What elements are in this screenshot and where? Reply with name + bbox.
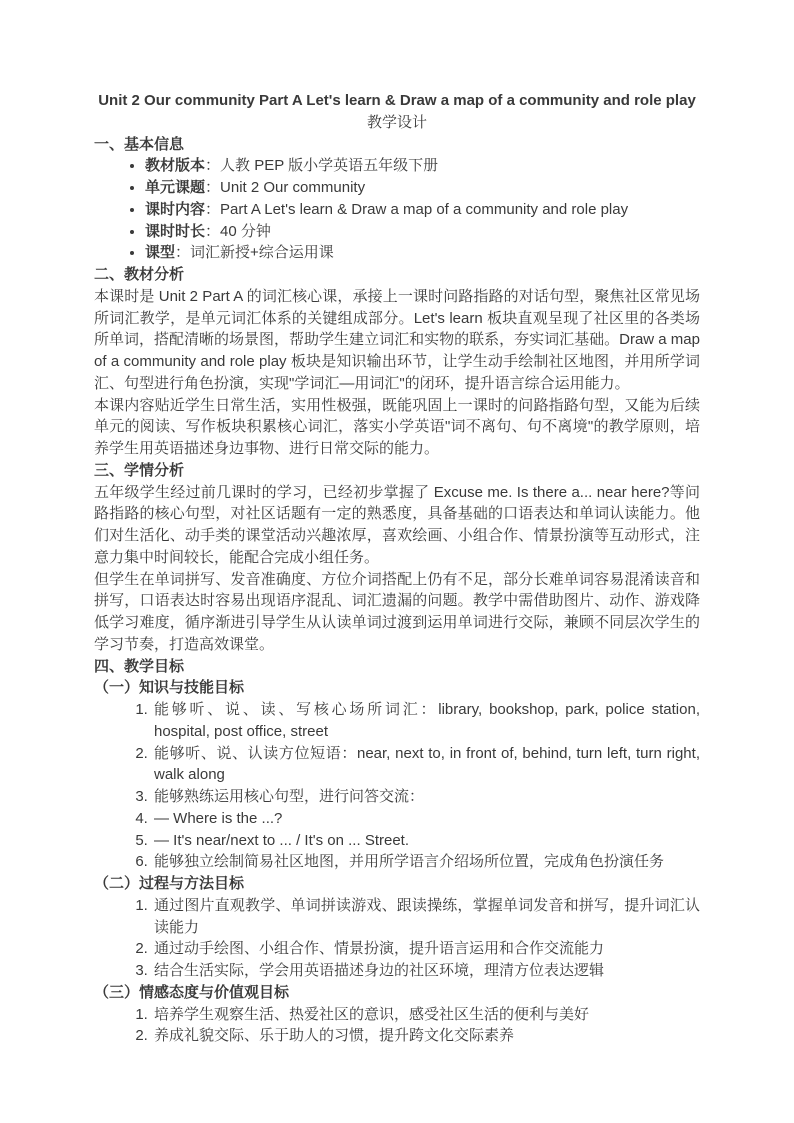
learner-analysis-paragraph-2: 但学生在单词拼写、发音准确度、方位介词搭配上仍有不足，部分长难单词容易混淆读音和拼写，口语表达时容易出现语序混乱、词汇遗漏的问题。教学中需借助图片、动作、游戏降低学习难度，循序渐进引导学生从认读单词过渡到运用单词进行交际，兼顾不同层次学生的学习节奏，打造高效课堂。 [94, 570, 700, 653]
doc-title: Unit 2 Our community Part A Let's learn & Draw a map of a community and role play [98, 92, 696, 109]
bullet-item-lesson-content [145, 199, 700, 221]
material-analysis-paragraph-2: 本课内容贴近学生日常生活，实用性极强，既能巩固上一课时的问路指路句型，又能为后续单元的阅读、写作板块积累核心词汇，落实小学英语"词不离句、句不离境"的教学原则，培养学生用英语描述身边事物、进行日常交际的能力。 [94, 396, 700, 457]
objective-item: 3. 能够熟练运用核心句型，进行问答交流： [152, 786, 700, 808]
bullet-item-duration [145, 221, 700, 243]
objective-item: 2. 养成礼貌交际、乐于助人的习惯，提升跨文化交际素养 [152, 1025, 700, 1047]
bullet-separator: ： [205, 200, 221, 218]
objective-item: 1. 培养学生观察生活、热爱社区的意识，感受社区生活的便利与美好 [152, 1004, 700, 1026]
bullet-value: 人教 PEP 版小学英语五年级下册 [220, 157, 439, 175]
bullet-item-lesson-type [145, 242, 700, 264]
section-learner-analysis [94, 460, 700, 656]
objective-item: 2. 能够听、说、认读方位短语：near, next to, in front of, behind, turn left, turn right, walk along [152, 743, 700, 787]
knowledge-skills-list [94, 699, 700, 873]
objective-item: 1. 能够听、说、读、写核心场所词汇：library, bookshop, park, police station, hospital, post office, street [152, 699, 700, 743]
section-heading: 四、教学目标 [94, 657, 185, 675]
bullet-label: 课时内容 [145, 200, 206, 218]
affect-values-list [94, 1004, 700, 1048]
objective-item: 3. 结合生活实际，学会用英语描述身边的社区环境，理清方位表达逻辑 [152, 960, 700, 982]
objective-item: 4. — Where is the ...? [152, 808, 700, 830]
bullet-item-unit-topic [145, 177, 700, 199]
basic-info-list [94, 155, 700, 264]
bullet-value: 40 分钟 [220, 222, 271, 240]
section-heading: 二、教材分析 [94, 266, 185, 283]
bullet-separator: ： [205, 157, 221, 175]
bullet-label: 单元课题 [145, 179, 206, 196]
process-methods-list [94, 895, 700, 982]
objective-item: 1. 通过图片直观教学、单词拼读游戏、跟读操练，掌握单词发音和拼写，提升词汇认读能力 [152, 895, 700, 939]
subsection-knowledge-skills [94, 677, 700, 873]
bullet-separator: ： [205, 222, 221, 240]
bullet-separator: ： [205, 179, 221, 196]
bullet-separator: ： [175, 244, 191, 262]
section-heading: 一、基本信息 [94, 135, 185, 153]
subsection-process-methods [94, 873, 700, 982]
learner-analysis-paragraph-1: 五年级学生经过前几课时的学习，已经初步掌握了 Excuse me. Is there a... near here?等问路指路的核心句型，对社区话题有一定的熟悉度，具备基础的口语表达和单词认读能力。他们对生活化、动手类的课堂活动兴趣浓厚，喜欢绘画、小组合作、情景扮演等互动形式，注意力集中时间较长，能配合完成小组任务。 [94, 483, 700, 566]
subsection-heading: （二）过程与方法目标 [94, 875, 245, 892]
objective-item: 6. 能够独立绘制简易社区地图，并用所学语言介绍场所位置，完成角色扮演任务 [152, 851, 700, 873]
bullet-label: 课型 [145, 244, 176, 262]
section-basic-info [94, 134, 700, 265]
bullet-value: Unit 2 Our community [220, 179, 366, 196]
material-analysis-paragraph-1: 本课时是 Unit 2 Part A 的词汇核心课，承接上一课时问路指路的对话句型，聚焦社区常见场所词汇教学，是单元词汇体系的关键组成部分。Let's learn 板块直观呈现了社区里的各类场所单词，搭配清晰的场景图，帮助学生建立词汇和实物的联系，夯实词汇基础。Draw a map of a community and role play 板块是知识输出环节，让学生动手绘制社区地图，并用所学词汇、句型进行角色扮演，实现"学词汇—用词汇"的闭环，提升语言综合运用能力。 [94, 287, 700, 392]
bullet-value: Part A Let's learn & Draw a map of a community and role play [220, 200, 629, 218]
bullet-value: 词汇新授+综合运用课 [190, 244, 334, 262]
subsection-heading: （一）知识与技能目标 [94, 679, 245, 697]
section-heading: 三、学情分析 [94, 461, 185, 479]
bullet-label: 课时时长 [145, 222, 206, 240]
objective-item: 2. 通过动手绘图、小组合作、情景扮演，提升语言运用和合作交流能力 [152, 938, 700, 960]
subsection-heading: （三）情感态度与价值观目标 [94, 983, 290, 1001]
bullet-item-textbook [145, 155, 700, 177]
objective-item: 5. — It's near/next to ... / It's on ... Street. [152, 830, 700, 852]
subsection-affect-values [94, 982, 700, 1047]
section-teaching-objectives [94, 656, 700, 1048]
section-material-analysis [94, 264, 700, 460]
bullet-label: 教材版本 [145, 157, 206, 175]
doc-subtitle: 教学设计 [366, 113, 427, 131]
